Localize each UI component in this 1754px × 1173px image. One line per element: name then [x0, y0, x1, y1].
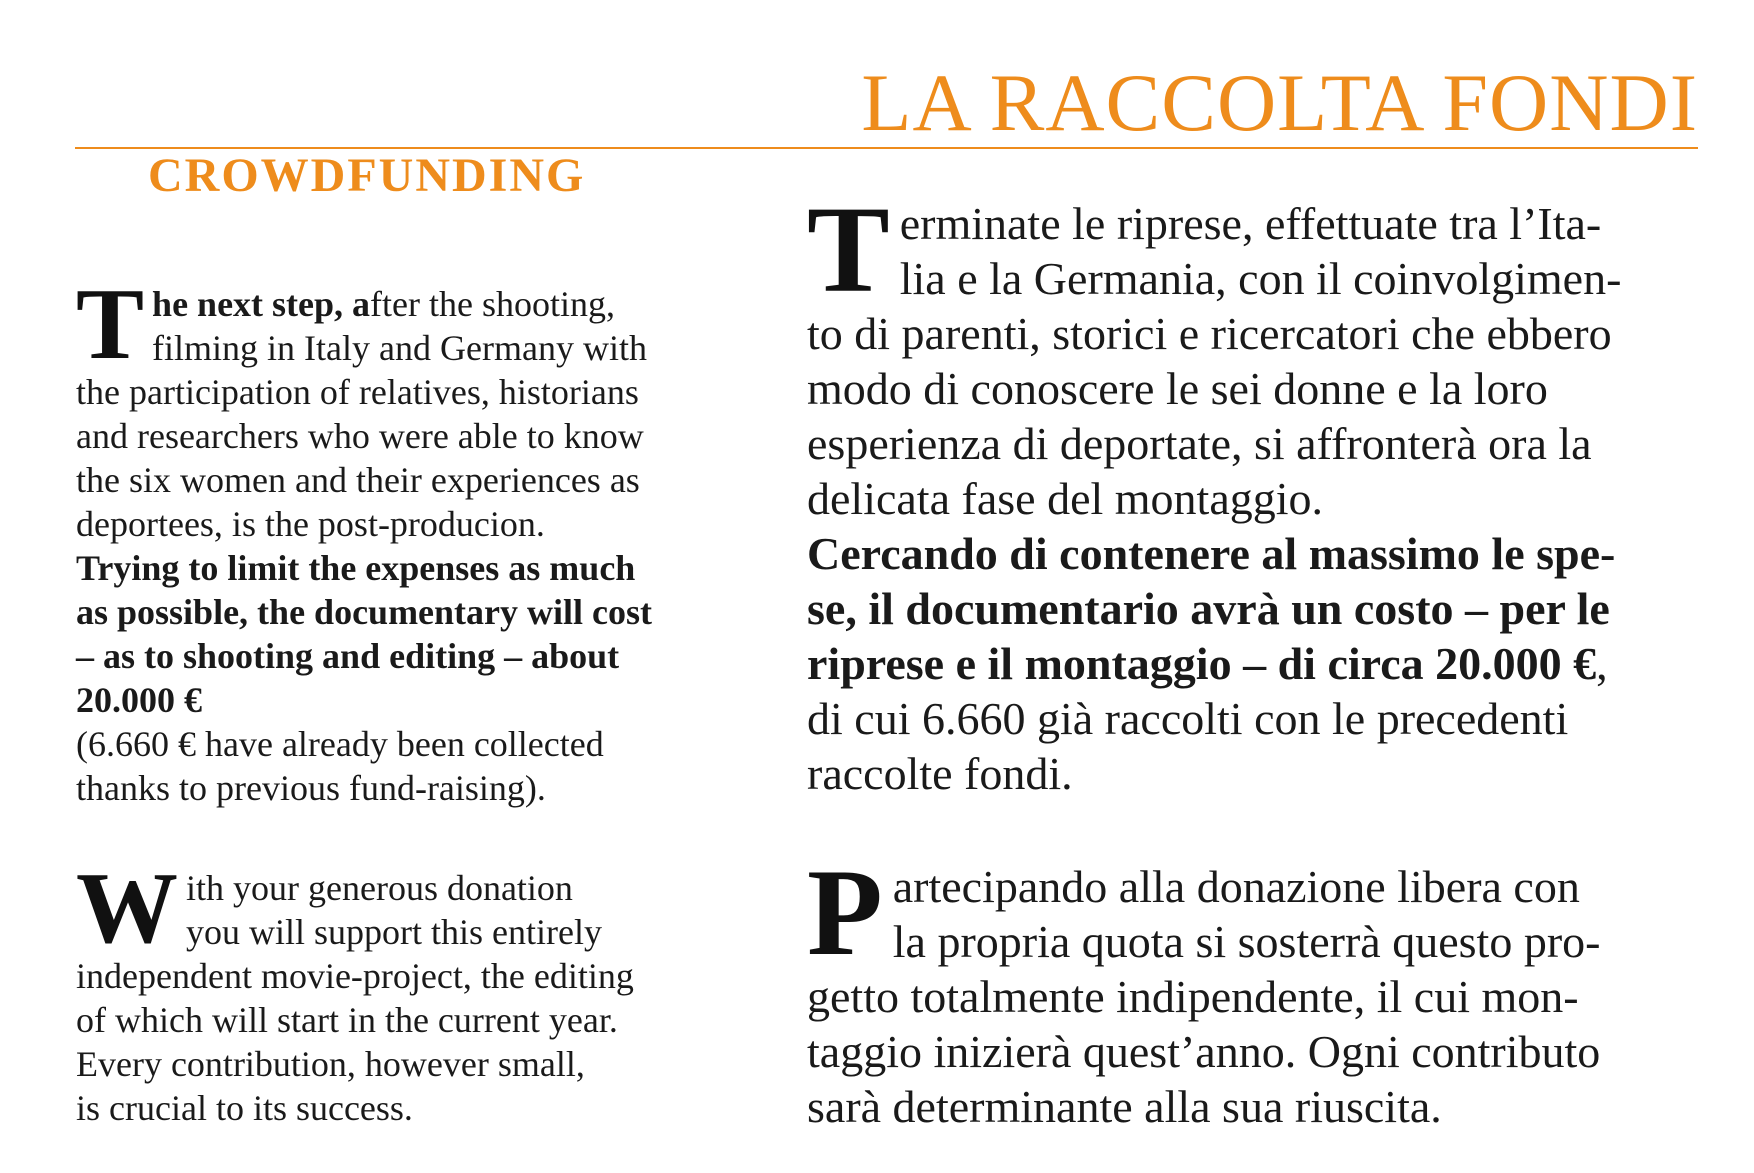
text-line: getto totalmente indipendente, il cui mon- [807, 971, 1579, 1022]
italian-paragraph-1 [807, 181, 1687, 801]
text-line: and researchers who were able to know [76, 416, 644, 456]
text-line: independent movie-project, the editing [76, 956, 634, 996]
bold-line: riprese e il montaggio – di circa 20.000 € [807, 638, 1597, 689]
text-line: modo di conoscere le sei donne e la loro [807, 363, 1548, 414]
dropcap: P [807, 844, 883, 981]
text-line: ith your generous donation [186, 868, 573, 908]
bold-line: Trying to limit the expenses as much [76, 548, 636, 588]
bold-lead: he next step, a [152, 284, 371, 324]
text-line: Every contribution, however small, [76, 1044, 585, 1084]
text-line: di cui 6.660 già raccolti con le precedenti [807, 693, 1569, 744]
text-line: erminate le riprese, effettuate tra l’Ita- [899, 198, 1602, 249]
english-column [76, 268, 716, 1130]
bold-line: Cercando di contenere al massimo le spe- [807, 528, 1616, 579]
text-line: raccolte fondi. [807, 748, 1073, 799]
text-line: the six women and their experiences as [76, 460, 640, 500]
text-line: delicata fase del montaggio. [807, 473, 1324, 524]
english-paragraph-1 [76, 268, 716, 810]
dropcap: T [807, 181, 890, 318]
text-line: la propria quota si sosterrà questo pro- [892, 916, 1601, 967]
bold-line: 20.000 € [76, 680, 202, 720]
italian-paragraph-2 [807, 844, 1687, 1134]
dropcap: W [76, 852, 178, 965]
bold-line: as possible, the documentary will cost [76, 592, 652, 632]
text-line: is crucial to its success. [76, 1088, 413, 1128]
section-subtitle: CROWDFUNDING [148, 149, 586, 202]
italian-column [807, 181, 1687, 1134]
text-line: lia e la Germania, con il coinvolgimen- [899, 253, 1622, 304]
text-line: deportees, is the post-producion. [76, 504, 545, 544]
page-title: LA RACCOLTA FONDI [861, 57, 1698, 148]
text-line: esperienza di deportate, si affronterà ora la [807, 418, 1592, 469]
text-line: taggio inizierà quest’anno. Ogni contributo [807, 1026, 1601, 1077]
text-line: thanks to previous fund-raising). [76, 768, 546, 808]
text-fragment: , [1596, 638, 1608, 689]
english-paragraph-2 [76, 852, 716, 1130]
text-line: (6.660 € have already been collected [76, 724, 604, 764]
text-line: of which will start in the current year. [76, 1000, 618, 1040]
bold-line: se, il documentario avrà un costo – per le [807, 583, 1610, 634]
text-line: sarà determinante alla sua riuscita. [807, 1081, 1442, 1132]
text-line: artecipando alla donazione libera con [892, 861, 1580, 912]
bold-line: – as to shooting and editing – about [76, 636, 620, 676]
text-line: fter the shooting, [370, 284, 615, 324]
text-line: the participation of relatives, historians [76, 372, 639, 412]
text-line: filming in Italy and Germany with [152, 328, 647, 368]
text-line: to di parenti, storici e ricercatori che ebbero [807, 308, 1612, 359]
dropcap: T [76, 268, 145, 381]
text-line: you will support this entirely [186, 912, 602, 952]
